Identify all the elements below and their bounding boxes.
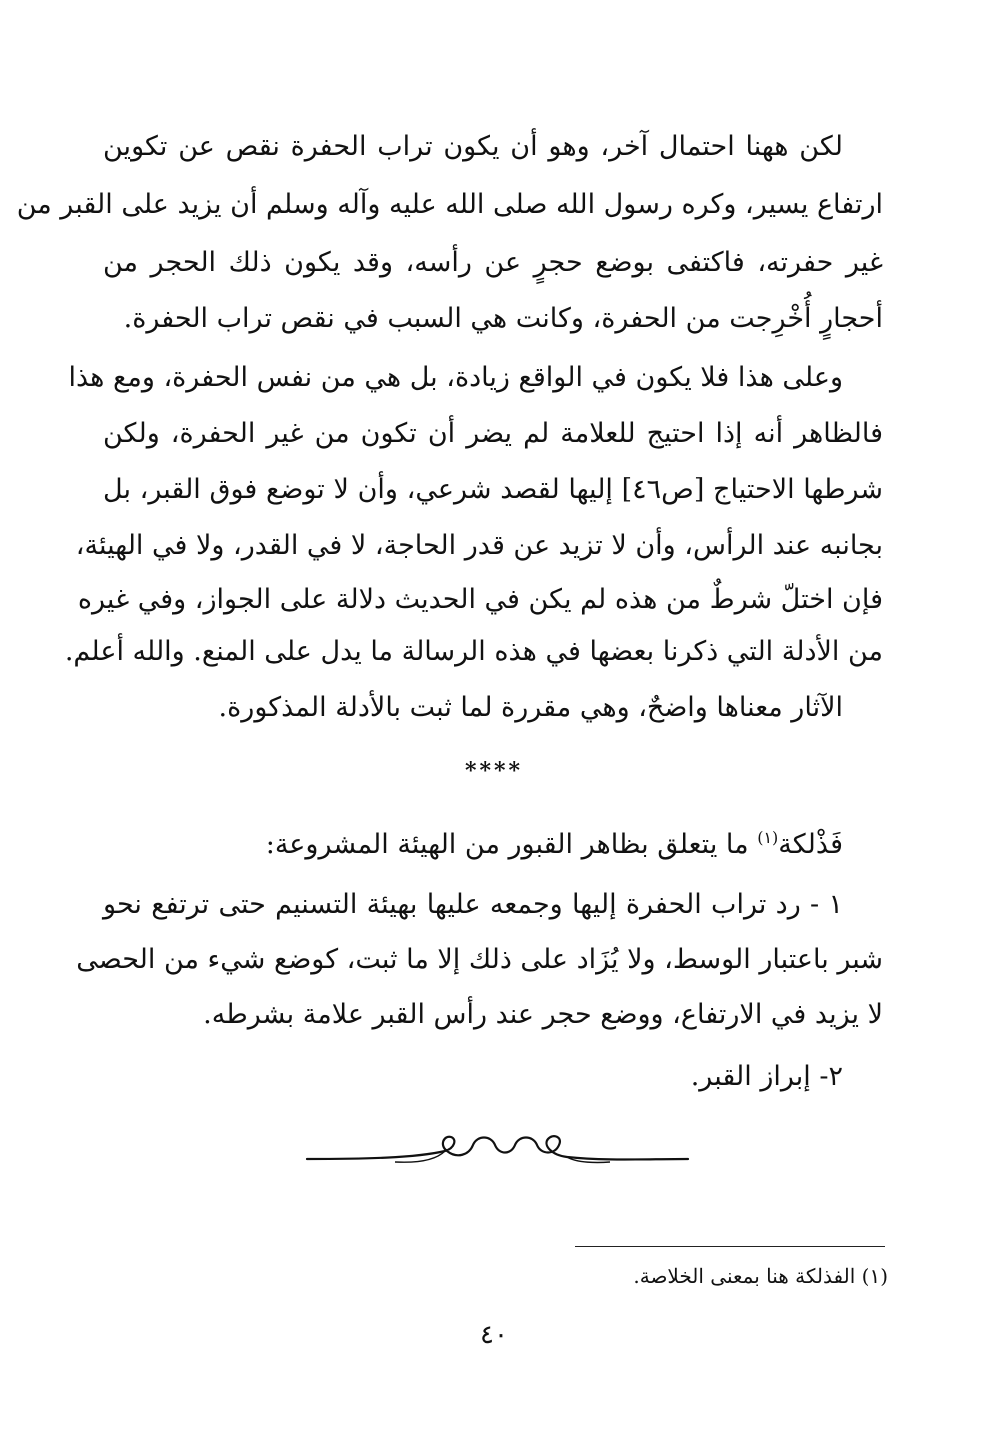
section-separator: **** [464, 758, 524, 784]
list-item-line: ٢- إبراز القبر. [690, 1061, 843, 1092]
footnote: (١) الفذلكة هنا بمعنى الخلاصة. [633, 1264, 888, 1288]
text-line: وعلى هذا فلا يكون في الواقع زيادة، بل هي من نفس الحفرة، ومع هذا [68, 362, 843, 393]
text-line: شرطها الاحتياج [ص٤٦] إليها لقصد شرعي، وأن لا توضع فوق القبر، بل [103, 474, 883, 505]
text-line: الآثار معناها واضحٌ، وهي مقررة لما ثبت بالأدلة المذكورة. [218, 692, 843, 723]
footnote-ref: (١) [757, 828, 779, 847]
summary-heading [103, 818, 843, 858]
text-line: فإن اختلّ شرطٌ من هذه لم يكن في الحديث دلالة على الجواز، وفي غيره [77, 584, 883, 615]
text-line: من الأدلة التي ذكرنا بعضها في هذه الرسالة ما يدل على المنع. والله أعلم. [64, 636, 883, 667]
text-line: فالظاهر أنه إذا احتيج للعلامة لم يضر أن تكون من غير الحفرة، ولكن [103, 418, 883, 449]
summary-heading-word: فَذْلكة [778, 829, 843, 860]
text-line: أحجارٍ أُخْرِجت من الحفرة، وكانت هي السبب في نقص تراب الحفرة. [123, 303, 883, 334]
text-line: بجانبه عند الرأس، وأن لا تزيد عن قدر الحاجة، لا في القدر، ولا في الهيئة، [75, 530, 883, 561]
summary-heading-text: ما يتعلق بظاهر القبور من الهيئة المشروعة: [265, 829, 758, 860]
text-line: ارتفاع يسير، وكره رسول الله صلى الله عليه وآله وسلم أن يزيد على القبر من [16, 189, 883, 220]
text-line: لكن ههنا احتمال آخر، وهو أن يكون تراب الحفرة نقص عن تكوين [103, 131, 843, 162]
footnote-rule [575, 1246, 885, 1247]
list-item-line: لا يزيد في الارتفاع، ووضع حجر عند رأس القبر علامة بشرطه. [203, 999, 883, 1030]
page-number: ٤٠ [480, 1320, 508, 1350]
text-line: غير حفرته، فاكتفى بوضع حجرٍ عن رأسه، وقد يكون ذلك الحجر من [103, 247, 883, 278]
list-item-line: ١ - رد تراب الحفرة إليها وجمعه عليها بهيئة التسنيم حتى ترتفع نحو [103, 889, 843, 920]
ornament-divider [305, 1125, 690, 1175]
list-item-line: شبر باعتبار الوسط، ولا يُزَاد على ذلك إلا ما ثبت، كوضع شيء من الحصى [76, 944, 883, 975]
